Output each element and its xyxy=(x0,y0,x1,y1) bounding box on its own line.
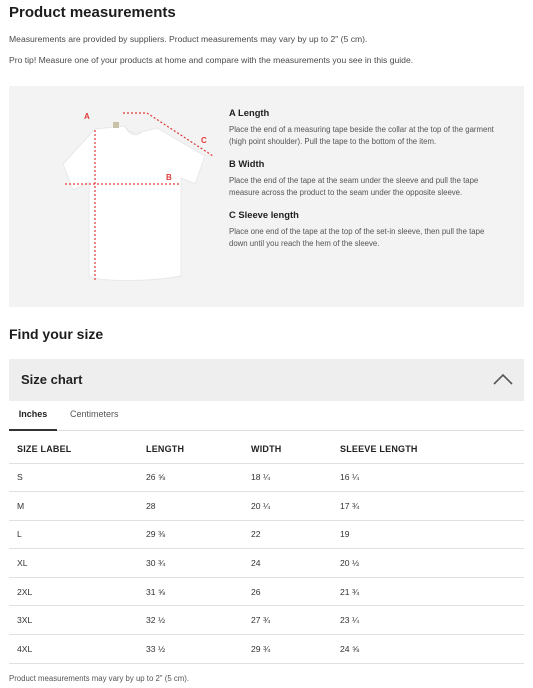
size-chart-footnote: Product measurements may vary by up to 2" (5 cm). xyxy=(9,674,189,683)
sleeve-length-title: C Sleeve length xyxy=(229,209,299,220)
length-cell: 31 ⅝ xyxy=(146,577,251,606)
chevron-up-icon[interactable] xyxy=(492,371,514,387)
size-cell: 4XL xyxy=(9,635,146,664)
tshirt-diagram-icon xyxy=(29,104,219,284)
length-cell: 33 ½ xyxy=(146,635,251,664)
sleeve-cell: 16 ¼ xyxy=(340,463,524,492)
sleeve-cell: 24 ⅝ xyxy=(340,635,524,664)
length-title: A Length xyxy=(229,107,270,118)
length-description: Place the end of a measuring tape beside the collar at the top of the garment (high point shoulder). Pull the tape to the bottom of the item. xyxy=(229,125,494,146)
column-header-width: WIDTH xyxy=(251,435,340,463)
size-cell: 2XL xyxy=(9,577,146,606)
width-description: Place the end of the tape at the seam under the sleeve and pull the tape measure across the product to the seam under the opposite sleeve. xyxy=(229,176,479,197)
table-row xyxy=(9,463,524,492)
width-cell: 27 ¾ xyxy=(251,606,340,635)
table-row xyxy=(9,635,524,664)
tshirt-diagram xyxy=(29,104,219,284)
size-chart-table xyxy=(9,435,524,664)
sleeve-cell: 21 ¾ xyxy=(340,577,524,606)
label-a: A xyxy=(84,112,90,121)
width-cell: 29 ¾ xyxy=(251,635,340,664)
size-cell: S xyxy=(9,463,146,492)
width-cell: 26 xyxy=(251,577,340,606)
tab-centimeters[interactable]: Centimeters xyxy=(70,409,119,419)
table-row xyxy=(9,549,524,578)
unit-tabs xyxy=(9,403,524,431)
label-c: C xyxy=(201,136,207,145)
tab-inches[interactable]: Inches xyxy=(9,409,57,431)
page-title: Product measurements xyxy=(9,4,176,21)
width-cell: 20 ¼ xyxy=(251,492,340,521)
size-cell: XL xyxy=(9,549,146,578)
column-header-sleeve-length: SLEEVE LENGTH xyxy=(340,435,524,463)
size-cell: 3XL xyxy=(9,606,146,635)
sleeve-cell: 20 ½ xyxy=(340,549,524,578)
pro-tip-text: Pro tip! Measure one of your products at home and compare with the measurements you see in this guide. xyxy=(9,55,414,65)
size-cell: L xyxy=(9,520,146,549)
sleeve-cell: 17 ¾ xyxy=(340,492,524,521)
length-cell: 28 xyxy=(146,492,251,521)
size-cell: M xyxy=(9,492,146,521)
width-title: B Width xyxy=(229,158,265,169)
sleeve-cell: 23 ¼ xyxy=(340,606,524,635)
table-row xyxy=(9,577,524,606)
table-header-row xyxy=(9,435,524,463)
length-cell: 30 ¾ xyxy=(146,549,251,578)
table-row xyxy=(9,492,524,521)
sleeve-cell: 19 xyxy=(340,520,524,549)
length-cell: 26 ⅝ xyxy=(146,463,251,492)
intro-text: Measurements are provided by suppliers. Product measurements may vary by up to 2" (5 cm). xyxy=(9,34,368,44)
width-cell: 24 xyxy=(251,549,340,578)
length-cell: 32 ½ xyxy=(146,606,251,635)
column-header-size-label: SIZE LABEL xyxy=(9,435,146,463)
find-your-size-heading: Find your size xyxy=(9,326,104,342)
width-cell: 22 xyxy=(251,520,340,549)
sleeve-length-description: Place one end of the tape at the top of the set-in sleeve, then pull the tape down until you reach the hem of the sleeve. xyxy=(229,227,485,248)
table-row xyxy=(9,606,524,635)
size-chart-title: Size chart xyxy=(21,372,83,387)
length-cell: 29 ⅜ xyxy=(146,520,251,549)
width-cell: 18 ¼ xyxy=(251,463,340,492)
label-b: B xyxy=(166,173,172,182)
column-header-length: LENGTH xyxy=(146,435,251,463)
measurement-guide-panel xyxy=(9,86,524,307)
table-row xyxy=(9,520,524,549)
size-chart-accordion[interactable] xyxy=(9,359,524,401)
